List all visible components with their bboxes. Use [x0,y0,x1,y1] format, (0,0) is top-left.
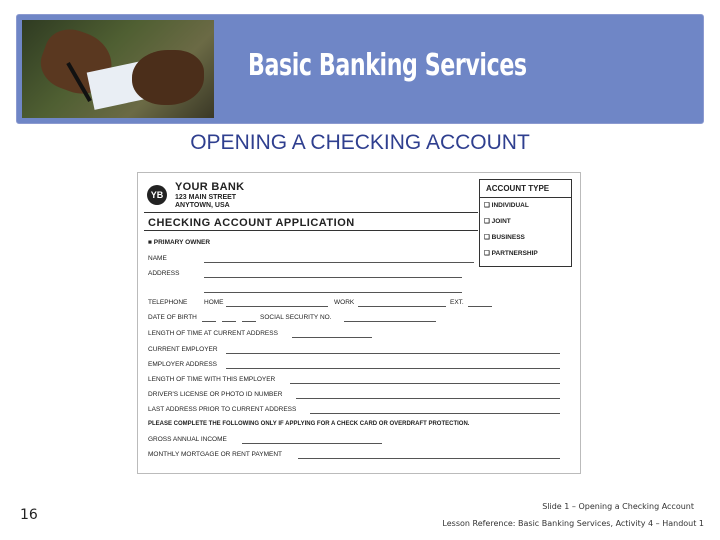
bank-street: 123 MAIN STREET [175,194,237,201]
ext-label: EXT. [450,299,464,306]
mortgage-label: MONTHLY MORTGAGE OR RENT PAYMENT [148,451,282,458]
checking-application-form [137,172,581,474]
length-at-address-field[interactable] [292,337,372,338]
divider [144,212,478,213]
check-card-note: PLEASE COMPLETE THE FOLLOWING ONLY IF APPLYING FOR A CHECK CARD OR OVERDRAFT PROTECTION. [148,421,470,427]
dob-label: DATE OF BIRTH [148,314,197,321]
last-address-field[interactable] [310,413,560,414]
page-subtitle: OPENING A CHECKING ACCOUNT [190,131,530,154]
length-with-employer-label: LENGTH OF TIME WITH THIS EMPLOYER [148,376,276,383]
bank-logo: YB [147,185,167,205]
address-field[interactable] [204,277,462,278]
gross-income-label: GROSS ANNUAL INCOME [148,436,227,443]
account-type-title: ACCOUNT TYPE [480,180,571,198]
name-label: NAME [148,255,167,262]
account-type-option[interactable]: ❑ JOINT [484,218,511,225]
banner-title: Basic Banking Services [248,48,527,83]
license-label: DRIVER'S LICENSE OR PHOTO ID NUMBER [148,391,283,398]
dob-field[interactable] [222,321,236,322]
mortgage-field[interactable] [298,458,560,459]
length-at-address-label: LENGTH OF TIME AT CURRENT ADDRESS [148,330,278,337]
current-employer-label: CURRENT EMPLOYER [148,346,218,353]
last-address-label: LAST ADDRESS PRIOR TO CURRENT ADDRESS [148,406,297,413]
ext-field[interactable] [468,306,492,307]
name-field[interactable] [204,262,474,263]
account-type-option[interactable]: ❑ PARTNERSHIP [484,250,538,257]
account-type-option[interactable]: ❑ INDIVIDUAL [484,202,529,209]
primary-owner-label: ■ PRIMARY OWNER [148,239,211,246]
account-type-option[interactable]: ❑ BUSINESS [484,234,525,241]
home-phone-field[interactable] [226,306,328,307]
lesson-reference: Lesson Reference: Basic Banking Services, Activity 4 – Handout 1 [442,519,704,528]
dob-field[interactable] [202,321,216,322]
dob-field[interactable] [242,321,256,322]
account-type-box [479,179,572,267]
hand-shape [132,50,204,105]
application-title: CHECKING ACCOUNT APPLICATION [148,217,355,229]
divider [144,230,478,231]
bank-name: YOUR BANK [175,181,245,193]
length-with-employer-field[interactable] [290,383,560,384]
address-field[interactable] [204,292,462,293]
home-phone-label: HOME [204,299,224,306]
work-phone-field[interactable] [358,306,446,307]
ssn-label: SOCIAL SECURITY NO. [260,314,332,321]
work-phone-label: WORK [334,299,355,306]
ssn-field[interactable] [344,321,436,322]
employer-address-field[interactable] [226,368,560,369]
gross-income-field[interactable] [242,443,382,444]
slide-number: 16 [20,507,38,523]
bank-city: ANYTOWN, USA [175,202,230,209]
slide-reference: Slide 1 – Opening a Checking Account [542,502,694,511]
current-employer-field[interactable] [226,353,560,354]
signing-photo [22,20,214,118]
license-field[interactable] [296,398,560,399]
telephone-label: TELEPHONE [148,299,188,306]
employer-address-label: EMPLOYER ADDRESS [148,361,217,368]
address-label: ADDRESS [148,270,180,277]
